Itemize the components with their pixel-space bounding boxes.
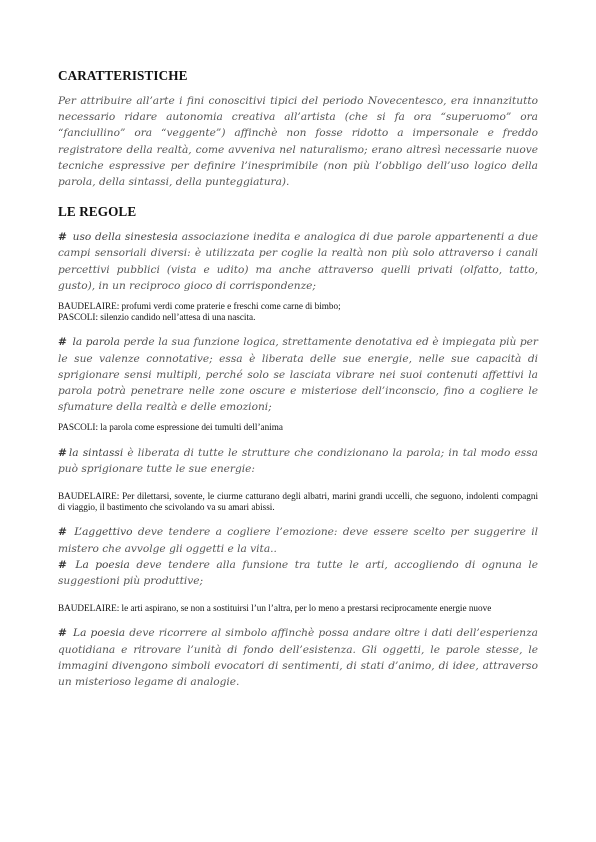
citation-pascoli-2: PASCOLI: la parola come espressione dei tumulti dell’anima — [58, 422, 283, 433]
citation-baudelaire-3: BAUDELAIRE: le arti aspirano, se non a sostituirsi l’un l’altra, per lo meno a prestarsi reciprocamente energie nuove — [58, 603, 492, 614]
rule-text: deve tendere a cogliere l’emozione: deve essere scelto per suggerire il mistero che avvolge gli oggetti e la vita.. — [58, 526, 538, 555]
hash-mark: # — [58, 446, 67, 459]
citation-baudelaire-2: BAUDELAIRE: Per dilettarsi, sovente, le ciurme catturano degli albatri, marini grandi uccelli, che seguono, indolenti compagni di viaggio, il bastimento che scivolando va su amari abissi. — [58, 491, 538, 513]
rule-poesia-simbolo — [58, 625, 538, 690]
heading-caratteristiche: CARATTERISTICHE — [58, 68, 188, 83]
citation-pascoli-1: PASCOLI: silenzio candido nell’attesa di una nascita. — [58, 312, 256, 323]
rule-poesia-arti — [58, 557, 538, 589]
rule-sintassi — [58, 445, 538, 477]
rule-term: la sintassi — [68, 446, 124, 459]
hash-mark: # — [58, 558, 67, 571]
intro-paragraph: Per attribuire all’arte i fini conoscitivi tipici del periodo Novecentesco, era innanzitutto necessario ridare autonomia creativa all’artista (che si fa ora “superuomo” ora “fanciullino” ora “veggente”) affinchè non fosse ridotto a impersonale e freddo registratore della realtà, come avveniva nel naturalismo; erano altresì necessarie nuove tecniche espressive per definire l’inesprimibile (non più l’obbligo dell’uso logico della parola, della sintassi, della punteggiatura). — [58, 95, 538, 189]
rule-term: La poesia — [75, 558, 130, 571]
hash-mark: # — [58, 231, 67, 244]
rule-term: uso della sinestesia — [72, 231, 178, 244]
hash-mark: # — [58, 336, 67, 349]
rule-term: La poesia — [73, 627, 126, 640]
rule-text: associazione inedita e analogica di due parole appartenenti a due campi sensoriali diversi: è utilizzata per coglie la realtà non più solo attraverso i canali percettivi pubblici (vista e udito) ma anche attraverso quelli privati (olfatto, tatto, gusto), in un reciproco gioco di corrispondenze; — [58, 231, 538, 292]
hash-mark: # — [58, 627, 67, 640]
rule-term: L’aggettivo — [74, 526, 133, 539]
rule-sinestesia — [58, 229, 538, 294]
rule-text: è liberata di tutte le strutture che condizionano la parola; in tal modo essa può sprigionare tutte le sue energie: — [58, 446, 538, 475]
hash-mark: # — [58, 526, 67, 539]
rule-term: la parola — [72, 336, 120, 349]
heading-le-regole: LE REGOLE — [58, 204, 137, 220]
rule-parola — [58, 334, 538, 415]
citation-baudelaire-1: BAUDELAIRE: profumi verdi come praterie e freschi come carne di bimbo; — [58, 301, 341, 312]
rule-aggettivo — [58, 524, 538, 556]
rule-text: deve tendere alla funsione tra tutte le arti, accogliendo di ognuna le suggestioni più produttive; — [58, 558, 538, 588]
rule-text: perde la sua funzione logica, strettamente denotativa ed è impiegata più per le sue valenze connotative; essa è liberata delle sue energie, nelle sue capacità di sprigionare sensi multipli, perché solo se lasciata vibrare nei suoi contenuti affettivi la parola potrà penetrare nelle zone oscure e misteriose dell’inconscio, fino a cogliere le sfumature della realtà e delle emozioni; — [58, 336, 538, 414]
rule-text: deve ricorrere al simbolo affinchè possa andare oltre i dati dell’esperienza quotidiana e ritrovare l’unità di fondo dell’esistenza. Gli oggetti, le parole stesse, le immagini divengono simboli evocatori di sentimenti, di stati d’animo, di idee, attraverso un misterioso legame di analogie. — [58, 627, 538, 689]
